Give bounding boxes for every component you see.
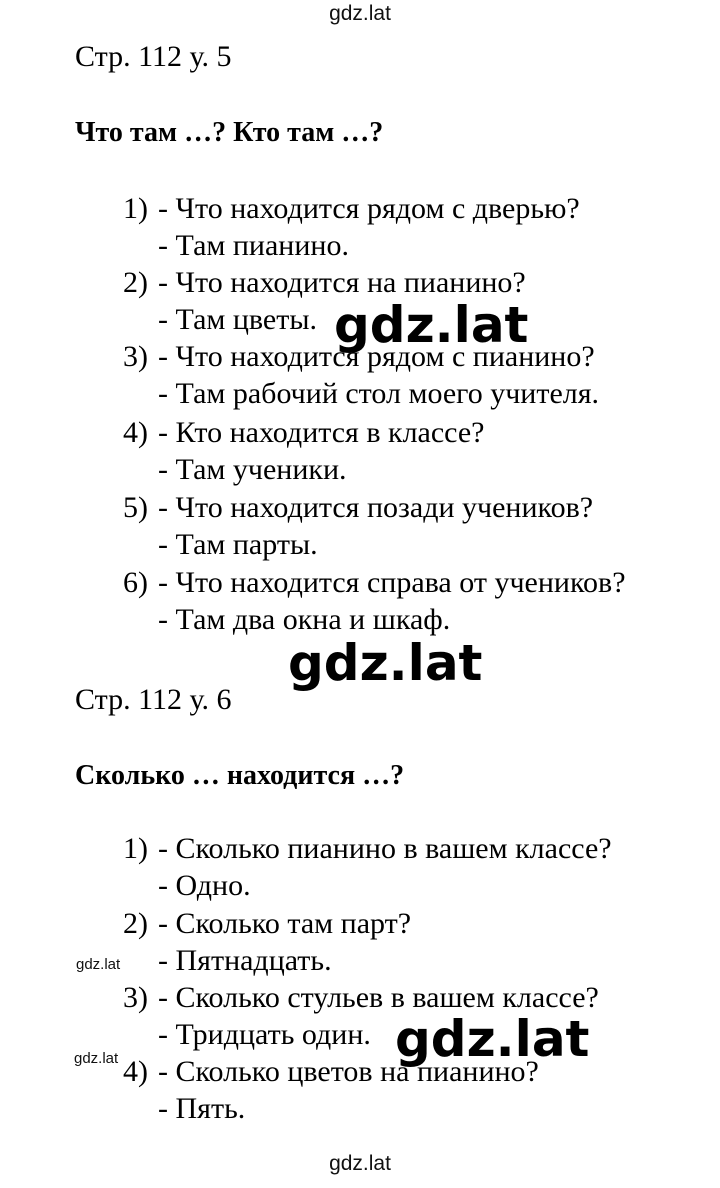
item-number: 1) xyxy=(123,192,148,225)
question-line: - Сколько цветов на пианино? xyxy=(158,1055,539,1088)
item-number: 5) xyxy=(123,491,148,524)
watermark-small: gdz.lat xyxy=(76,956,121,973)
answer-line: - Там ученики. xyxy=(158,453,347,486)
section-title: Сколько … находится …? xyxy=(75,760,405,791)
question-line: - Что находится справа от учеников? xyxy=(158,566,626,599)
question-line: - Что находится рядом с дверью? xyxy=(158,192,580,225)
item-number: 3) xyxy=(123,340,148,373)
question-line: - Кто находится в классе? xyxy=(158,416,485,449)
page-reference: Стр. 112 у. 6 xyxy=(75,683,232,716)
question-line: - Сколько пианино в вашем классе? xyxy=(158,832,612,865)
watermark-large: gdz.lat xyxy=(395,1010,590,1068)
watermark-large: gdz.lat xyxy=(334,296,529,354)
answer-line: - Там цветы. xyxy=(158,303,317,336)
item-number: 2) xyxy=(123,266,148,299)
answer-line: - Пять. xyxy=(158,1092,246,1125)
item-number: 4) xyxy=(123,1055,148,1088)
question-line: - Сколько там парт? xyxy=(158,907,412,940)
item-number: 1) xyxy=(123,832,148,865)
answer-line: - Пятнадцать. xyxy=(158,944,332,977)
watermark-top: gdz.lat xyxy=(329,2,391,25)
answer-line: - Там два окна и шкаф. xyxy=(158,603,451,636)
question-line: - Что находится рядом с пианино? xyxy=(158,340,595,373)
answer-line: - Там рабочий стол моего учителя. xyxy=(158,377,600,410)
answer-line: - Тридцать один. xyxy=(158,1018,371,1051)
answer-line: - Там парты. xyxy=(158,528,318,561)
watermark-bottom: gdz.lat xyxy=(329,1152,391,1175)
watermark-large: gdz.lat xyxy=(288,634,483,692)
item-number: 3) xyxy=(123,981,148,1014)
item-number: 4) xyxy=(123,416,148,449)
item-number: 6) xyxy=(123,566,148,599)
watermark-small: gdz.lat xyxy=(74,1050,119,1067)
question-line: - Что находится позади учеников? xyxy=(158,491,594,524)
question-line: - Что находится на пианино? xyxy=(158,266,526,299)
answer-line: - Одно. xyxy=(158,869,251,902)
section-title: Что там …? Кто там …? xyxy=(75,117,384,148)
question-line: - Сколько стульев в вашем классе? xyxy=(158,981,599,1014)
page-reference: Стр. 112 у. 5 xyxy=(75,40,232,73)
answer-line: - Там пианино. xyxy=(158,229,349,262)
item-number: 2) xyxy=(123,907,148,940)
